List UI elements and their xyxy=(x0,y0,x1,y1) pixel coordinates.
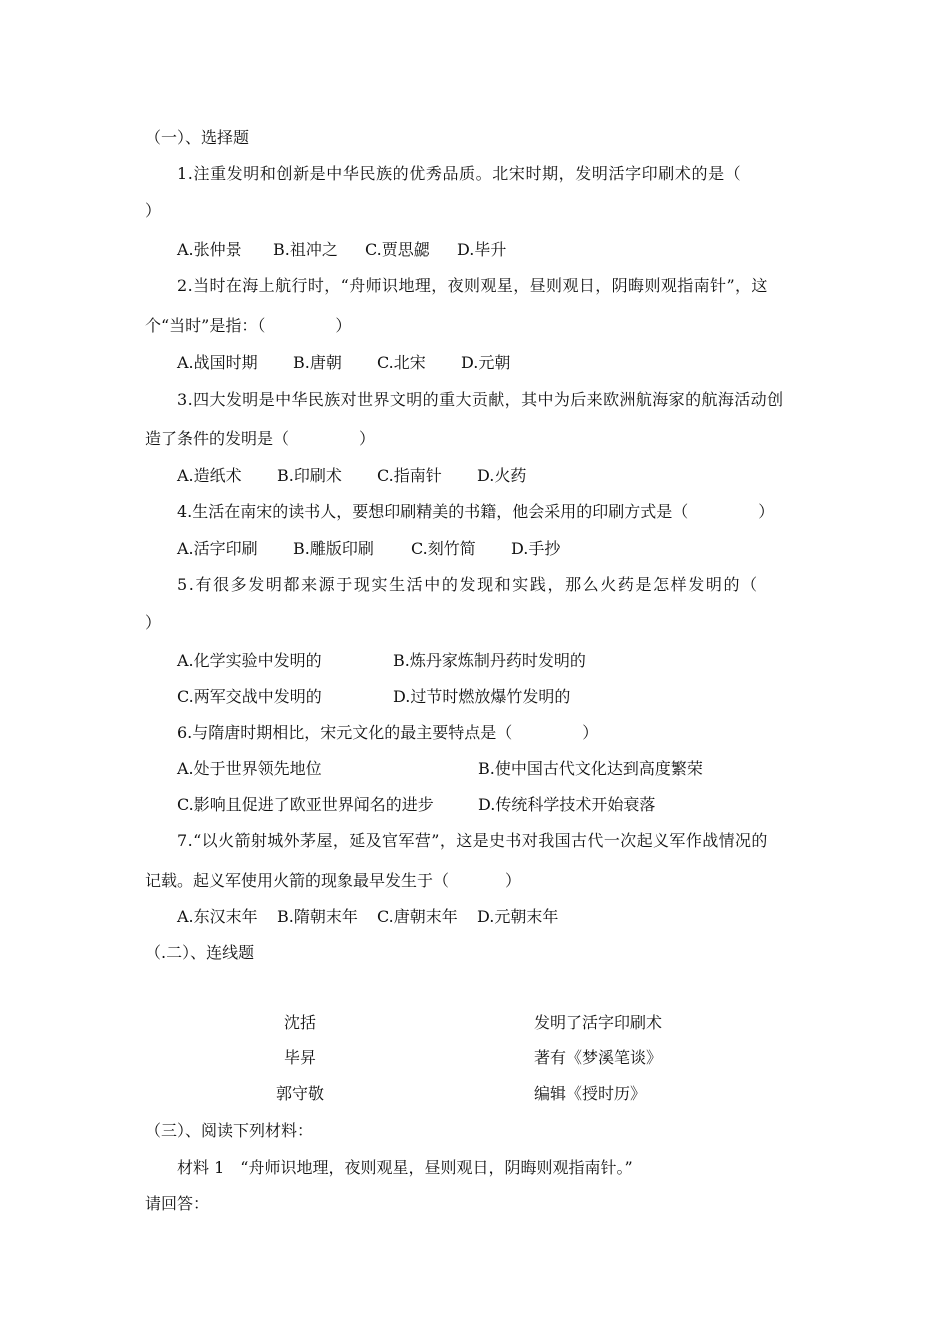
question-1-option-c[interactable]: C.贾思勰 xyxy=(365,240,430,259)
question-3-option-d[interactable]: D.火药 xyxy=(477,466,527,485)
matching-left-item-1[interactable]: 沈括 xyxy=(283,1013,316,1032)
question-3-stem xyxy=(177,390,783,410)
question-6-option-d[interactable]: D.传统科学技术开始衰落 xyxy=(478,795,656,814)
question-5-option-b[interactable]: B.炼丹家炼制丹药时发明的 xyxy=(393,651,586,670)
question-7-stem-text: 7.“以火箭射城外茅屋，延及官军营”，这是史书对我国古代一次起义军作战情况的 xyxy=(177,831,768,850)
question-2-option-a[interactable]: A.战国时期 xyxy=(177,353,258,372)
question-7-option-a[interactable]: A.东汉末年 xyxy=(177,907,258,926)
question-1-option-d[interactable]: D.毕升 xyxy=(457,240,507,259)
question-5-option-a[interactable]: A.化学实验中发明的 xyxy=(177,651,322,670)
question-4-stem-text: 4.生活在南宋的读书人，要想印刷精美的书籍，他会采用的印刷方式是（ xyxy=(177,502,689,521)
question-7-stem-cont xyxy=(145,871,521,891)
question-3-stem-cont-text: 造了条件的发明是（ xyxy=(145,429,290,448)
question-1-option-b[interactable]: B.祖冲之 xyxy=(273,240,338,259)
question-6-option-c[interactable]: C.影响且促进了欧亚世界闻名的进步 xyxy=(177,795,434,814)
question-3-option-c[interactable]: C.指南针 xyxy=(377,466,442,485)
question-3-options xyxy=(177,466,526,486)
question-2-stem-end: ） xyxy=(335,316,352,335)
question-4-option-a[interactable]: A.活字印刷 xyxy=(177,539,258,558)
question-3-option-b[interactable]: B.印刷术 xyxy=(277,466,342,485)
question-2-option-d[interactable]: D.元朝 xyxy=(461,353,511,372)
question-4-stem xyxy=(177,502,774,522)
section-heading-reading: （三）、阅读下列材料： xyxy=(145,1121,314,1140)
question-7-option-b[interactable]: B.隋朝末年 xyxy=(277,907,358,926)
question-7-stem-cont-text: 记载。起义军使用火箭的现象最早发生于（ xyxy=(145,871,450,890)
question-5-options-row-1 xyxy=(177,651,586,671)
question-4-stem-end: ） xyxy=(758,502,775,521)
reading-prompt: 请回答： xyxy=(145,1194,210,1213)
question-3-option-a[interactable]: A.造纸术 xyxy=(177,466,242,485)
question-1-option-a[interactable]: A.张仲景 xyxy=(177,240,242,259)
question-2-stem-text: 2.当时在海上航行时，“舟师识地理，夜则观星，昼则观日，阴晦则观指南针”，这 xyxy=(177,276,768,295)
question-5-option-c[interactable]: C.两军交战中发明的 xyxy=(177,687,322,706)
question-6-stem xyxy=(177,723,598,743)
question-2-options xyxy=(177,353,510,373)
matching-left-item-2[interactable]: 毕昇 xyxy=(283,1048,316,1067)
question-5-option-d[interactable]: D.过节时燃放爆竹发明的 xyxy=(393,687,571,706)
question-5-stem-text: 5.有很多发明都来源于现实生活中的发现和实践，那么火药是怎样发明的（ xyxy=(177,575,759,594)
question-6-option-b[interactable]: B.使中国古代文化达到高度繁荣 xyxy=(478,759,703,778)
question-1-stem-end: ） xyxy=(145,201,162,220)
section-heading-choice: （一）、选择题 xyxy=(145,128,250,147)
question-4-option-d[interactable]: D.手抄 xyxy=(511,539,561,558)
question-5-options-row-2 xyxy=(177,687,570,707)
question-6-options-row-2 xyxy=(177,795,655,815)
question-3-stem-text: 3.四大发明是中华民族对世界文明的重大贡献，其中为后来欧洲航海家的航海活动创 xyxy=(177,390,784,409)
question-2-option-b[interactable]: B.唐朝 xyxy=(293,353,342,372)
question-7-option-d[interactable]: D.元朝末年 xyxy=(477,907,559,926)
question-1-stem xyxy=(177,164,741,184)
question-7-stem xyxy=(177,831,768,851)
question-1-stem-text: 1.注重发明和创新是中华民族的优秀品质。北宋时期，发明活字印刷术的是（ xyxy=(177,164,742,183)
question-7-option-c[interactable]: C.唐朝末年 xyxy=(377,907,458,926)
question-4-option-b[interactable]: B.雕版印刷 xyxy=(293,539,374,558)
question-5-stem xyxy=(177,575,759,595)
question-6-stem-text: 6.与隋唐时期相比，宋元文化的最主要特点是（ xyxy=(177,723,513,742)
question-1-options xyxy=(177,240,506,260)
question-6-option-a[interactable]: A.处于世界领先地位 xyxy=(177,759,322,778)
question-6-options-row-1 xyxy=(177,759,703,779)
question-2-stem-cont xyxy=(145,316,351,336)
section-heading-matching: （.二）、连线题 xyxy=(145,943,255,962)
matching-right-item-2[interactable]: 著有《梦溪笔谈》 xyxy=(534,1048,663,1067)
question-2-option-c[interactable]: C.北宋 xyxy=(377,353,426,372)
matching-right-item-1[interactable]: 发明了活字印刷术 xyxy=(534,1013,663,1032)
question-7-options xyxy=(177,907,558,927)
question-5-stem-end: ） xyxy=(145,613,162,632)
matching-right-item-3[interactable]: 编辑《授时历》 xyxy=(534,1084,647,1103)
question-4-options xyxy=(177,539,560,559)
question-4-option-c[interactable]: C.刻竹简 xyxy=(411,539,476,558)
question-3-stem-end: ） xyxy=(359,429,376,448)
question-7-stem-end: ） xyxy=(505,871,522,890)
question-6-stem-end: ） xyxy=(582,723,599,742)
question-2-stem xyxy=(177,276,768,296)
matching-left-item-3[interactable]: 郭守敬 xyxy=(275,1084,324,1103)
reading-material-1: 材料 1 “舟师识地理，夜则观星，昼则观日，阴晦则观指南针。” xyxy=(177,1158,633,1177)
question-2-stem-cont-text: 个“当时”是指：（ xyxy=(145,316,266,335)
question-3-stem-cont xyxy=(145,429,375,449)
